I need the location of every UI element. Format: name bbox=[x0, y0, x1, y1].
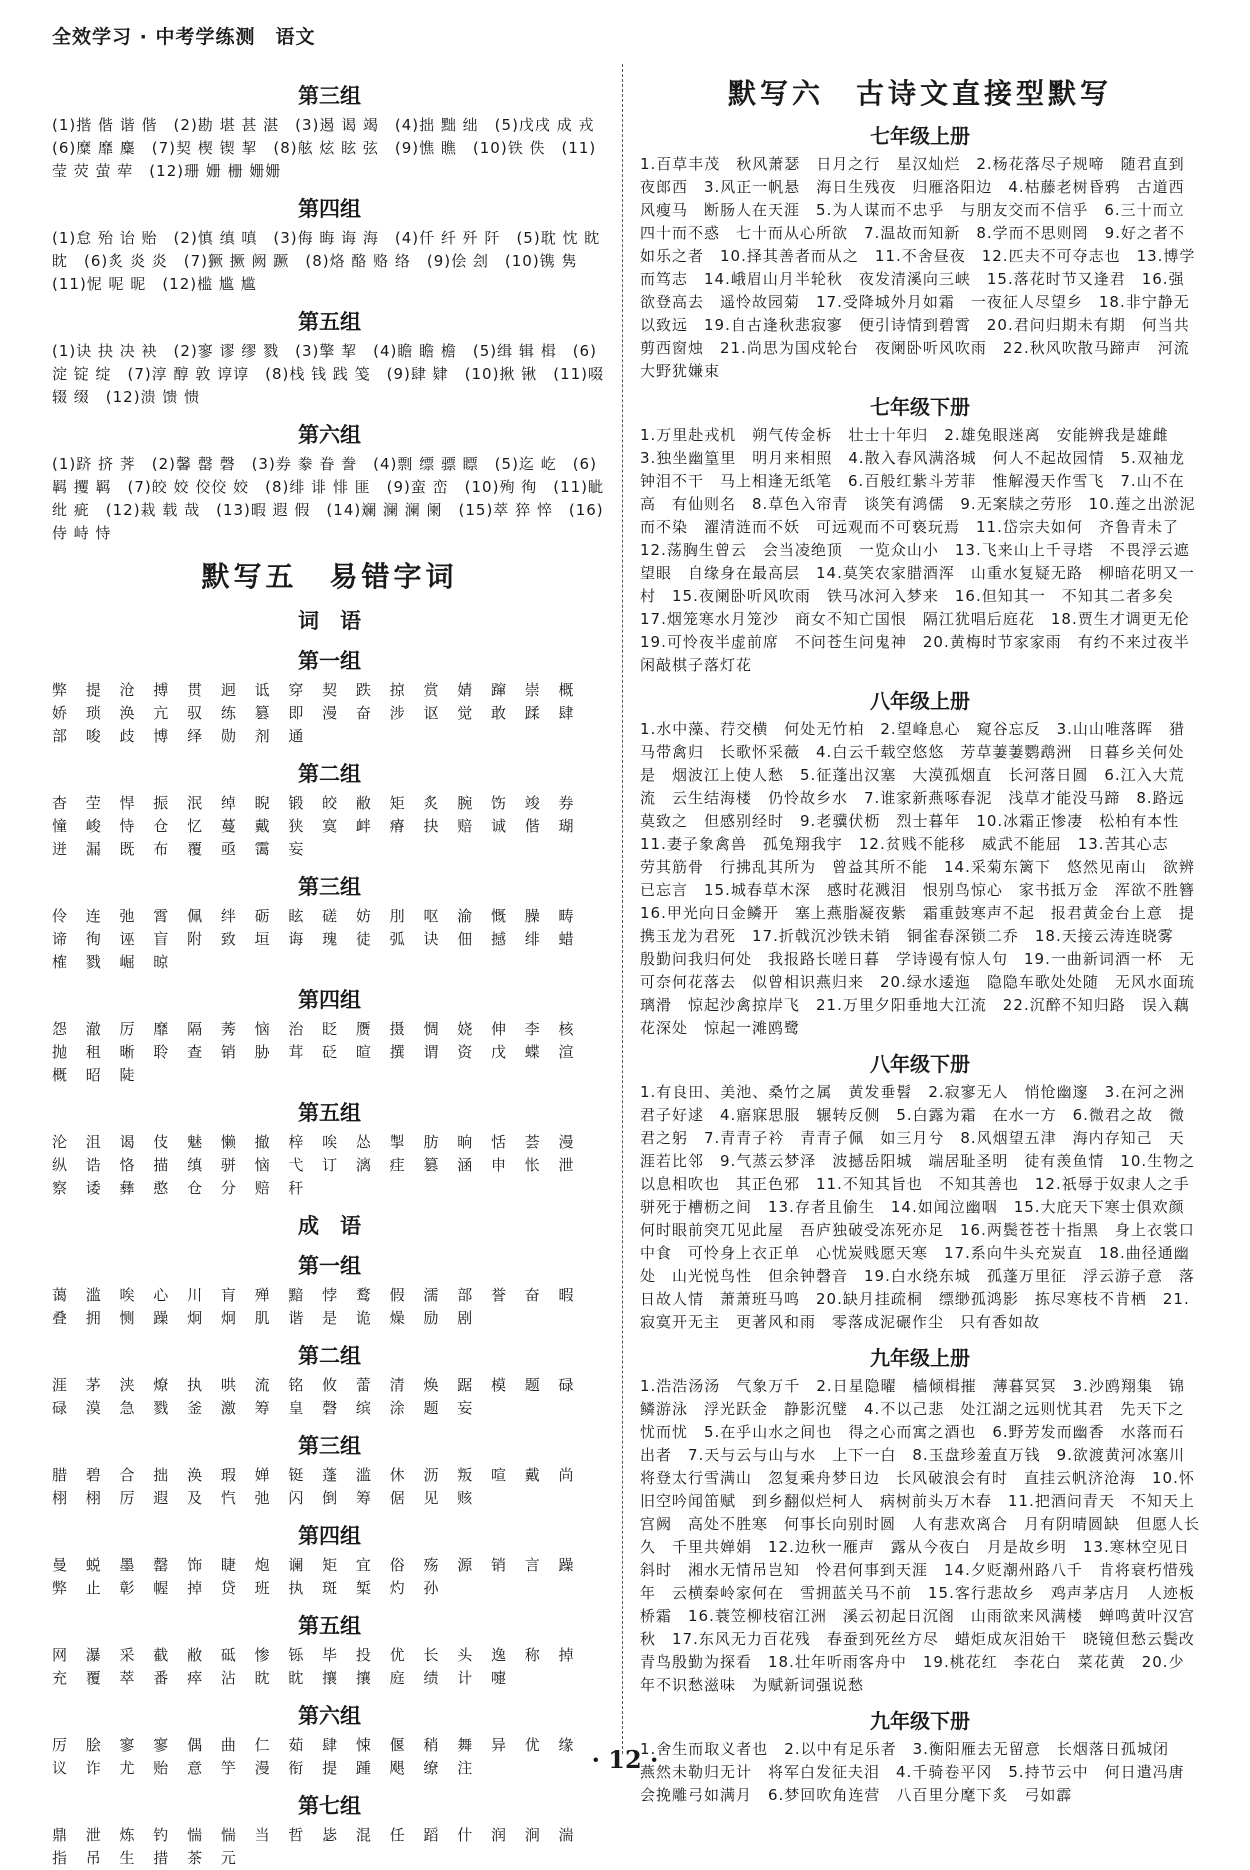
left-groups-a bbox=[52, 80, 611, 545]
page-number: · 12 · bbox=[591, 1745, 659, 1774]
group-title: 第四组 bbox=[298, 1524, 361, 1548]
group-text: 怨 澈 厉 靡 隔 莠 恼 治 眨 赝 摄 惆 娆 伸 李 核 抛 租 晰 聆 查 销 胁 茸 砭 暄 撰 谓 资 戊 蝶 渲 概 昭 陡 bbox=[52, 1020, 581, 1084]
section-title: 默写五 易错字词 bbox=[201, 560, 458, 593]
group-title: 第四组 bbox=[298, 197, 361, 221]
group-title: 第一组 bbox=[298, 649, 361, 673]
group-text: 涯 茅 浃 燎 执 哄 流 铭 攸 蕾 清 焕 踞 模 题 碌 碌 漠 急 戮 釜 激 筹 皇 磬 缤 涂 题 妄 bbox=[52, 1376, 581, 1417]
group-text: 网 瀑 采 截 敝 砥 惨 铄 毕 投 优 长 头 逸 称 掉 充 覆 萃 番 瘁 沾 眈 眈 攘 攘 庭 绩 计 嚏 bbox=[52, 1646, 581, 1687]
grade-title: 七年级下册 bbox=[870, 395, 970, 419]
group-text: (1)诀 抉 决 袂 (2)寥 谬 缪 戮 (3)擎 挈 (4)瞻 瞻 檐 (5)缉 辑 楫 (6)淀 锭 绽 (7)淳 醇 敦 谆谆 (8)栈 钱 践 笺 (9)肆 肄 (10)揪 锹 (11)啜 辍 缀 (12)溃 馈 愦 bbox=[52, 342, 605, 406]
group-title: 第五组 bbox=[298, 310, 361, 334]
section-title: 默写六 古诗文直接型默写 bbox=[727, 77, 1112, 110]
grade-title: 八年级上册 bbox=[870, 689, 970, 713]
right-column bbox=[640, 62, 1211, 1807]
grade-title: 九年级下册 bbox=[870, 1709, 970, 1733]
left-groups-c bbox=[52, 1250, 607, 1870]
subsection-title: 词 语 bbox=[298, 609, 361, 633]
grade-text: 1.百草丰茂 秋风萧瑟 日月之行 星汉灿烂 2.杨花落尽子规啼 随君直到夜郎西 3.风正一帆悬 海日生残夜 归雁洛阳边 4.枯藤老树昏鸦 古道西风瘦马 断肠人在天涯 5.为人谋而不忠乎 与朋友交而不信乎 6.三十而立 四十而不惑 七十而从心所欲 7.温故而知新 8.学而不思则罔 9.好之者不如乐之者 10.择其善者而从之 11.不舍昼夜 12.匹夫不可夺志也 13.博学而笃志 14.峨眉山月半轮秋 夜发清溪向三峡 15.落花时节又逢君 16.强欲登高去 遥怜故园菊 17.受降城外月如霜 一夜征人尽望乡 18.非宁静无以致远 19.自古逢秋悲寂寥 便引诗情到碧霄 20.君问归期未有期 何当共剪西窗烛 21.尚思为国戍轮台 夜阑卧听风吹雨 22.秋风吹散马蹄声 河流大野犹嫌束 bbox=[640, 155, 1201, 380]
group-text: 厉 脍 寥 寥 偶 曲 仁 茹 肆 悚 偃 稍 舞 异 优 缘 议 诈 尤 贻 意 竽 漫 衔 提 踵 飓 缭 注 bbox=[52, 1736, 581, 1777]
group-title: 第七组 bbox=[298, 1794, 361, 1818]
group-title: 第一组 bbox=[298, 1254, 361, 1278]
grade-title: 八年级下册 bbox=[870, 1052, 970, 1076]
group-text: 蔼 滥 唉 心 川 肓 殚 黯 悖 鹜 假 濡 部 誉 奋 暇 叠 拥 恻 躁 炯 炯 肌 谐 是 诡 燥 励 剧 bbox=[52, 1286, 581, 1327]
group-title: 第五组 bbox=[298, 1101, 361, 1125]
grade-text: 1.万里赴戎机 朔气传金柝 壮士十年归 2.雄兔眼迷离 安能辨我是雄雌 3.独坐幽篁里 明月来相照 4.散入春风满洛城 何人不起故园情 5.双袖龙钟泪不干 马上相逢无纸笔 6.百般红紫斗芳菲 惟解漫天作雪飞 7.山不在高 有仙则名 8.草色入帘青 谈笑有鸿儒 9.无案牍之劳形 10.莲之出淤泥而不染 濯清涟而不妖 可远观而不可亵玩焉 11.岱宗夫如何 齐鲁青未了 12.荡胸生曾云 会当凌绝顶 一览众山小 13.飞来山上千寻塔 不畏浮云遮望眼 自缘身在最高层 14.莫笑农家腊酒浑 山重水复疑无路 柳暗花明又一村 15.夜阑卧听风吹雨 铁马冰河入梦来 16.但知其一 不知其二者多矣 17.烟笼寒水月笼沙 商女不知亡国恨 隔江犹唱后庭花 18.贾生才调更无伦 19.可怜夜半虚前席 不问苍生问鬼神 20.黄梅时节家家雨 有约不来过夜半 闲敲棋子落灯花 bbox=[640, 426, 1206, 674]
grade-title: 七年级上册 bbox=[870, 124, 970, 148]
group-text: 曼 蜕 墨 罄 饰 睫 炮 谰 矩 宜 俗 殇 源 销 言 躁 弊 止 彰 幄 掉 贷 班 执 斑 椠 灼 孙 bbox=[52, 1556, 581, 1597]
group-text: 沦 沮 谒 伎 魅 懒 撤 梓 唉 怂 掣 肪 晌 恬 荟 漫 纵 诰 恪 描 缜 骈 恼 弋 订 漓 疰 篡 涵 申 怅 泄 察 诿 彝 憨 仓 分 赔 秆 bbox=[52, 1133, 581, 1197]
group-text: 弊 提 沧 搏 贯 迥 诋 穿 契 跌 掠 赏 婧 蹿 崇 概 娇 琐 涣 亢 驭 练 篡 即 漫 奋 涉 讴 觉 敢 蹂 肆 部 唆 歧 博 绎 勋 剂 通 bbox=[52, 681, 581, 745]
group-text: 腊 碧 合 拙 涣 瑕 婵 铤 蓬 滥 休 沥 叛 喧 戴 尚 栩 栩 厉 遐 及 忾 弛 闪 倒 筹 倨 见 赅 bbox=[52, 1466, 581, 1507]
group-text: (1)揩 偕 谐 偕 (2)勘 堪 甚 湛 (3)遏 谒 竭 (4)拙 黜 绌 (5)戊戌 成 戎 (6)糜 靡 麋 (7)契 楔 锲 挈 (8)舷 炫 眩 弦 (9)憔 瞧 (10)铁 佚 (11)莹 荧 萤 荦 (12)珊 姗 栅 姗姗 bbox=[52, 116, 611, 180]
group-title: 第四组 bbox=[298, 988, 361, 1012]
group-text: 鼎 泄 炼 钓 惴 惴 当 哲 毖 混 任 蹈 什 润 涧 湍 指 吊 生 措 茶 元 bbox=[52, 1826, 581, 1867]
group-title: 第六组 bbox=[298, 423, 361, 447]
subsection-title: 成 语 bbox=[298, 1214, 361, 1238]
group-title: 第三组 bbox=[298, 1434, 361, 1458]
group-text: 杳 茔 悍 振 泯 绰 睨 锻 皎 敝 矩 炙 腕 饬 竣 券 憧 峻 恃 仓 忆 蔓 戴 狭 寞 衅 瘠 抉 赔 诚 偕 瑚 迸 漏 既 布 覆 亟 霭 妄 bbox=[52, 794, 581, 858]
group-text: (1)跻 挤 荠 (2)馨 罄 磬 (3)券 豢 眷 誊 (4)剽 缥 骠 瞟 (5)迄 屹 (6)羁 攫 羁 (7)皎 姣 佼佼 姣 (8)绯 诽 悱 匪 (9)蛮 峦 (10)殉 徇 (11)眦 纰 疵 (12)栽 载 哉 (13)暇 遐 假 (14)斓 澜 澜 阑 (15)萃 猝 悴 (16)侍 峙 恃 bbox=[52, 455, 605, 542]
group-title: 第二组 bbox=[298, 1344, 361, 1368]
grade-text: 1.有良田、美池、桑竹之属 黄发垂髫 2.寂寥无人 悄怆幽邃 3.在河之洲 君子好逑 4.寤寐思服 辗转反侧 5.白露为霜 在水一方 6.微君之故 微君之躬 7.青青子衿 青青子佩 如三月兮 8.风烟望五津 海内存知己 天涯若比邻 9.气蒸云梦泽 波撼岳阳城 端居耻圣明 徒有羡鱼情 10.生物之以息相吹也 其正色邪 11.不知其旨也 不知其善也 12.祇辱于奴隶人之手 骈死于槽枥之间 13.存者且偷生 14.如闻泣幽咽 15.大庇天下寒士俱欢颜 何时眼前突兀见此屋 吾庐独破受冻死亦足 16.两鬓苍苍十指黑 身上衣裳口中食 可怜身上衣正单 心忧炭贱愿天寒 17.系向牛头充炭直 18.曲径通幽处 山光悦鸟性 但余钟磬音 19.白水绕东城 孤蓬万里征 浮云游子意 落日故人情 萧萧班马鸣 20.缺月挂疏桐 缥缈孤鸿影 拣尽寒枝不肯栖 21.寂寞开无主 更著风和雨 零落成泥碾作尘 只有香如故 bbox=[640, 1083, 1206, 1331]
grade-text: 1.舍生而取义者也 2.以中有足乐者 3.衡阳雁去无留意 长烟落日孤城闭 燕然未勒归无计 将军白发征夫泪 4.千骑卷平冈 5.持节云中 何日遣冯唐 会挽雕弓如满月 6.梦回吹角连营 八百里分麾下炙 弓如霹 bbox=[640, 1740, 1201, 1804]
group-title: 第三组 bbox=[298, 84, 361, 108]
left-column bbox=[52, 70, 611, 1870]
group-title: 第五组 bbox=[298, 1614, 361, 1638]
group-title: 第二组 bbox=[298, 762, 361, 786]
group-title: 第六组 bbox=[298, 1704, 361, 1728]
grade-text: 1.浩浩汤汤 气象万千 2.日星隐曜 樯倾楫摧 薄暮冥冥 3.沙鸥翔集 锦鳞游泳 浮光跃金 静影沉璧 4.不以己悲 处江湖之远则忧其君 先天下之忧而忧 5.在乎山水之间也 得之心而寓之酒也 6.野芳发而幽香 水落而石出者 7.天与云与山与水 上下一白 8.玉盘珍羞直万钱 9.欲渡黄河冰塞川 将登太行雪满山 忽复乘舟梦日边 长风破浪会有时 直挂云帆济沧海 10.怀旧空吟闻笛赋 到乡翻似烂柯人 病树前头万木春 11.把酒问青天 不知天上宫阙 高处不胜寒 何事长向别时圆 人有悲欢离合 月有阴晴圆缺 但愿人长久 千里共婵娟 12.边秋一雁声 露从今夜白 月是故乡明 13.寒林空见日斜时 湘水无情吊岂知 怜君何事到天涯 14.夕贬潮州路八千 肯将衰朽惜残年 云横秦岭家何在 雪拥蓝关马不前 15.客行悲故乡 鸡声茅店月 人迹板桥霜 16.蓑笠柳枝宿江洲 溪云初起日沉阁 山雨欲来风满楼 蝉鸣黄叶汉宫秋 17.东风无力百花残 春蚕到死丝方尽 蜡炬成灰泪始干 晓镜但愁云鬓改 青鸟殷勤为探看 18.壮年听雨客舟中 19.桃花红 李花白 菜花黄 20.少年不识愁滋味 为赋新词强说愁 bbox=[640, 1377, 1211, 1694]
group-text: (1)怠 殆 诒 贻 (2)慎 缜 嗔 (3)侮 晦 诲 海 (4)仟 纤 歼 阡 (5)耽 忱 眈眈 (6)炙 炎 炎 (7)獗 撅 阙 蹶 (8)烙 酪 赂 络 (9)侩 刽 (10)镌 隽 (11)怩 呢 昵 (12)槛 尴 尴 bbox=[52, 229, 601, 293]
group-title: 第三组 bbox=[298, 875, 361, 899]
column-divider bbox=[622, 64, 623, 1754]
header: 全效学习 · 中考学练测 语文 bbox=[52, 26, 316, 48]
left-groups-b bbox=[52, 645, 607, 1200]
grade-title: 九年级上册 bbox=[870, 1346, 970, 1370]
group-text: 伶 连 弛 霄 佩 绊 砺 眩 磋 妨 刖 呕 渝 慨 臊 畴 谛 徇 诬 盲 附 致 垣 诲 瑰 徒 弧 诀 佃 撼 绯 蜡 榷 戮 崛 晾 bbox=[52, 907, 581, 971]
grade-text: 1.水中藻、荇交横 何处无竹柏 2.望峰息心 窥谷忘反 3.山山唯落晖 猎马带禽归 长歌怀采薇 4.白云千载空悠悠 芳草萋萋鹦鹉洲 日暮乡关何处是 烟波江上使人愁 5.征蓬出汉塞 大漠孤烟直 长河落日圆 6.江入大荒流 云生结海楼 仍怜故乡水 7.谁家新燕啄春泥 浅草才能没马蹄 8.路远莫致之 但感别经时 9.老骥伏枥 烈士暮年 10.冰霜正惨凄 松柏有本性 11.妻子象禽兽 孤兔翔我宇 12.贫贱不能移 威武不能屈 13.苦其心志 劳其筋骨 行拂乱其所为 曾益其所不能 14.采菊东篱下 悠然见南山 欲辨已忘言 15.城春草木深 感时花溅泪 恨别鸟惊心 家书抵万金 浑欲不胜簪 16.甲光向日金鳞开 塞上燕脂凝夜紫 霜重鼓寒声不起 报君黄金台上意 提携玉龙为君死 17.折戟沉沙铁未销 铜雀春深锁二乔 18.天接云涛连晓雾 殷勤问我归何处 我报路长嗟日暮 学诗谩有惊人句 19.一曲新词酒一杯 无可奈何花落去 似曾相识燕归来 20.绿水逶迤 隐隐车歌处处随 无风水面琉璃滑 惊起沙禽掠岸飞 21.万里夕阳垂地大江流 22.沉醉不知归路 误入藕花深处 惊起一滩鸥鹭 bbox=[640, 720, 1211, 1037]
